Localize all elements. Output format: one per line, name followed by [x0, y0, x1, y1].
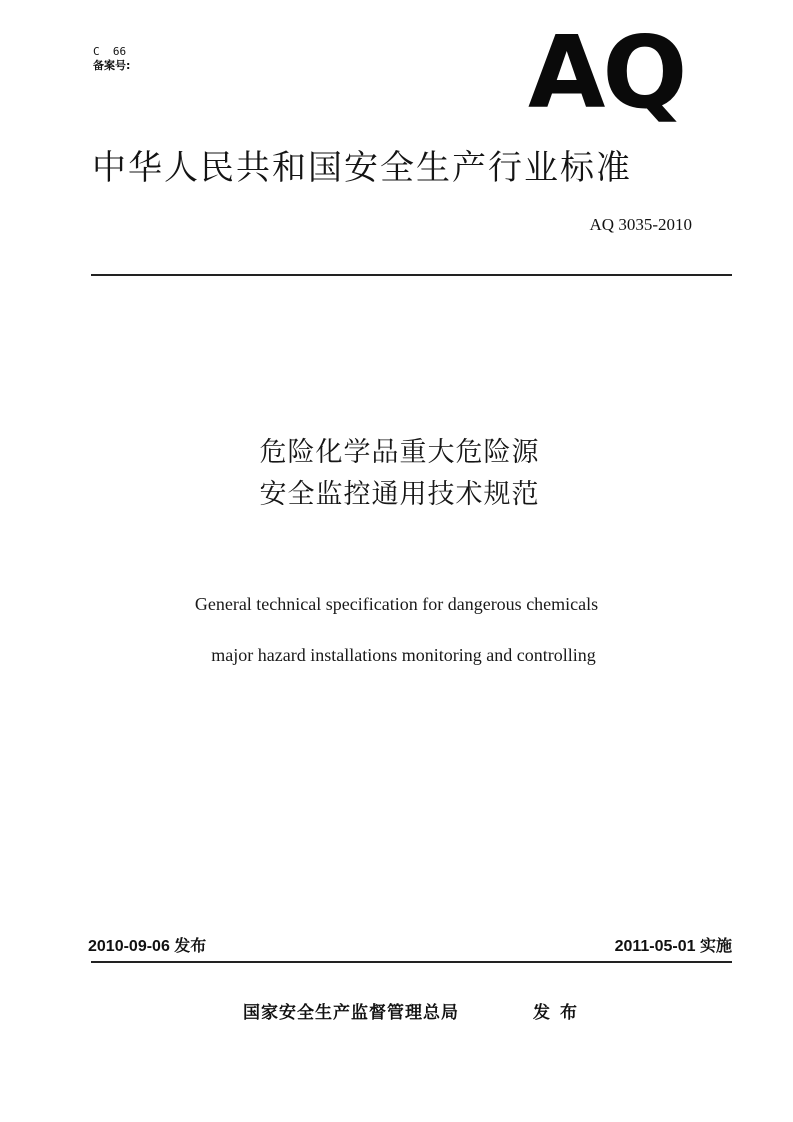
chinese-title-line-1: 危险化学品重大危险源	[259, 437, 540, 468]
implementation-date: 2011-05-01 实施	[614, 938, 732, 955]
bottom-divider	[91, 961, 732, 963]
standard-number: AQ 3035-2010	[589, 215, 692, 234]
classification-code: C 66	[93, 45, 127, 58]
top-divider	[91, 274, 732, 276]
publish-label: 发布	[533, 1003, 587, 1023]
organization-title: 中华人民共和国安全生产行业标准	[92, 148, 632, 188]
filing-number-label: 备案号:	[93, 59, 131, 72]
english-title	[0, 591, 793, 668]
publisher-name: 国家安全生产监督管理总局	[243, 1003, 459, 1023]
chinese-title	[0, 432, 793, 516]
issue-date: 2010-09-06 发布	[88, 938, 207, 955]
chinese-title-line-2: 安全监控通用技术规范	[259, 479, 540, 510]
aq-logo: AQ	[528, 14, 685, 131]
english-title-line-1: General technical specification for dangerous chemicals	[194, 594, 599, 614]
english-title-line-2: major hazard installations monitoring and controlling	[211, 645, 596, 665]
